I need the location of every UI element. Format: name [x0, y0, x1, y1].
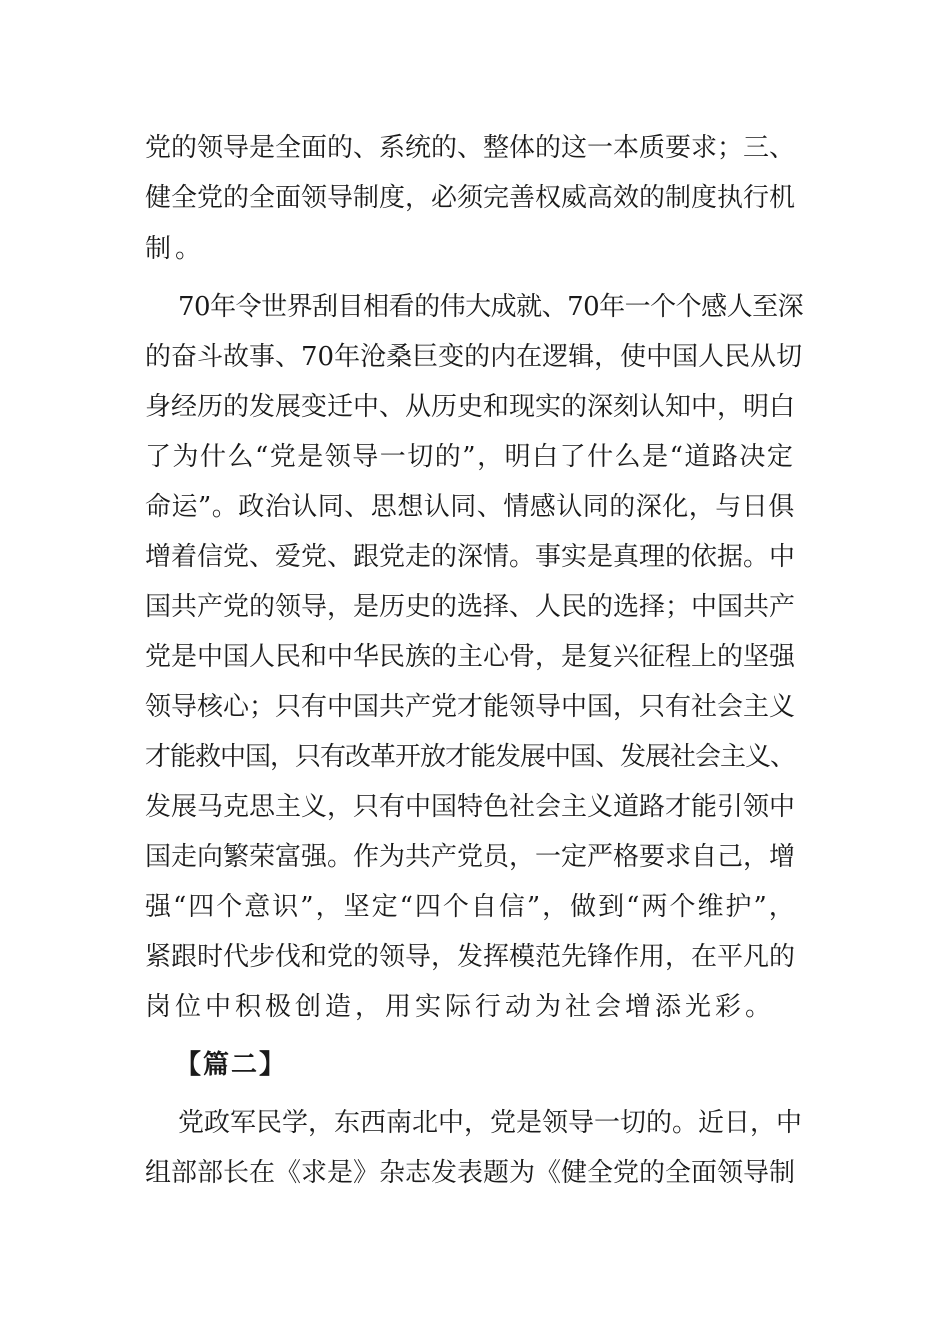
paragraph-line: 增着信党、爱党、跟党走的深情。事实是真理的依据。中	[145, 542, 796, 572]
paragraph-line: 制。	[145, 234, 206, 264]
paragraph-line: 了为什么“党是领导一切的”，明白了什么是“道路决定	[145, 442, 795, 472]
paragraph-line: 国共产党的领导，是历史的选择、人民的选择；中国共产	[145, 592, 796, 622]
paragraph-line: 紧跟时代步伐和党的领导，发挥模范先锋作用，在平凡的	[145, 942, 796, 972]
paragraph-line: 发展马克思主义，只有中国特色社会主义道路才能引领中	[145, 792, 796, 822]
paragraph-line: 党是中国人民和中华民族的主心骨，是复兴征程上的坚强	[145, 642, 796, 672]
paragraph-line: 身经历的发展变迁中、从历史和现实的深刻认知中，明白	[145, 392, 796, 422]
paragraph-line: 强“四个意识”，坚定“四个自信”，做到“两个维护”，	[145, 892, 797, 922]
paragraph-line: 国走向繁荣富强。作为共产党员，一定严格要求自己，增	[145, 842, 796, 872]
paragraph-line: 党的领导是全面的、系统的、整体的这一本质要求；三、	[145, 133, 796, 163]
section-heading: 【篇二】	[175, 1050, 288, 1080]
paragraph-line: 党政军民学，东西南北中，党是领导一切的。近日，中	[178, 1108, 803, 1138]
paragraph-line: 才能救中国，只有改革开放才能发展中国、发展社会主义、	[145, 742, 796, 772]
document-body	[145, 0, 825, 1344]
paragraph-line: 组部部长在《求是》杂志发表题为《健全党的全面领导制	[145, 1158, 796, 1188]
paragraph-line: 70年令世界刮目相看的伟大成就、70年一个个感人至深	[178, 292, 804, 322]
paragraph-line: 命运”。政治认同、思想认同、情感认同的深化，与日俱	[145, 492, 795, 522]
paragraph-line: 健全党的全面领导制度，必须完善权威高效的制度执行机	[145, 183, 796, 213]
paragraph-line: 领导核心；只有中国共产党才能领导中国，只有社会主义	[145, 692, 796, 722]
paragraph-line: 的奋斗故事、70年沧桑巨变的内在逻辑，使中国人民从切	[145, 342, 803, 372]
paragraph-line: 岗位中积极创造，用实际行动为社会增添光彩。	[145, 992, 776, 1022]
